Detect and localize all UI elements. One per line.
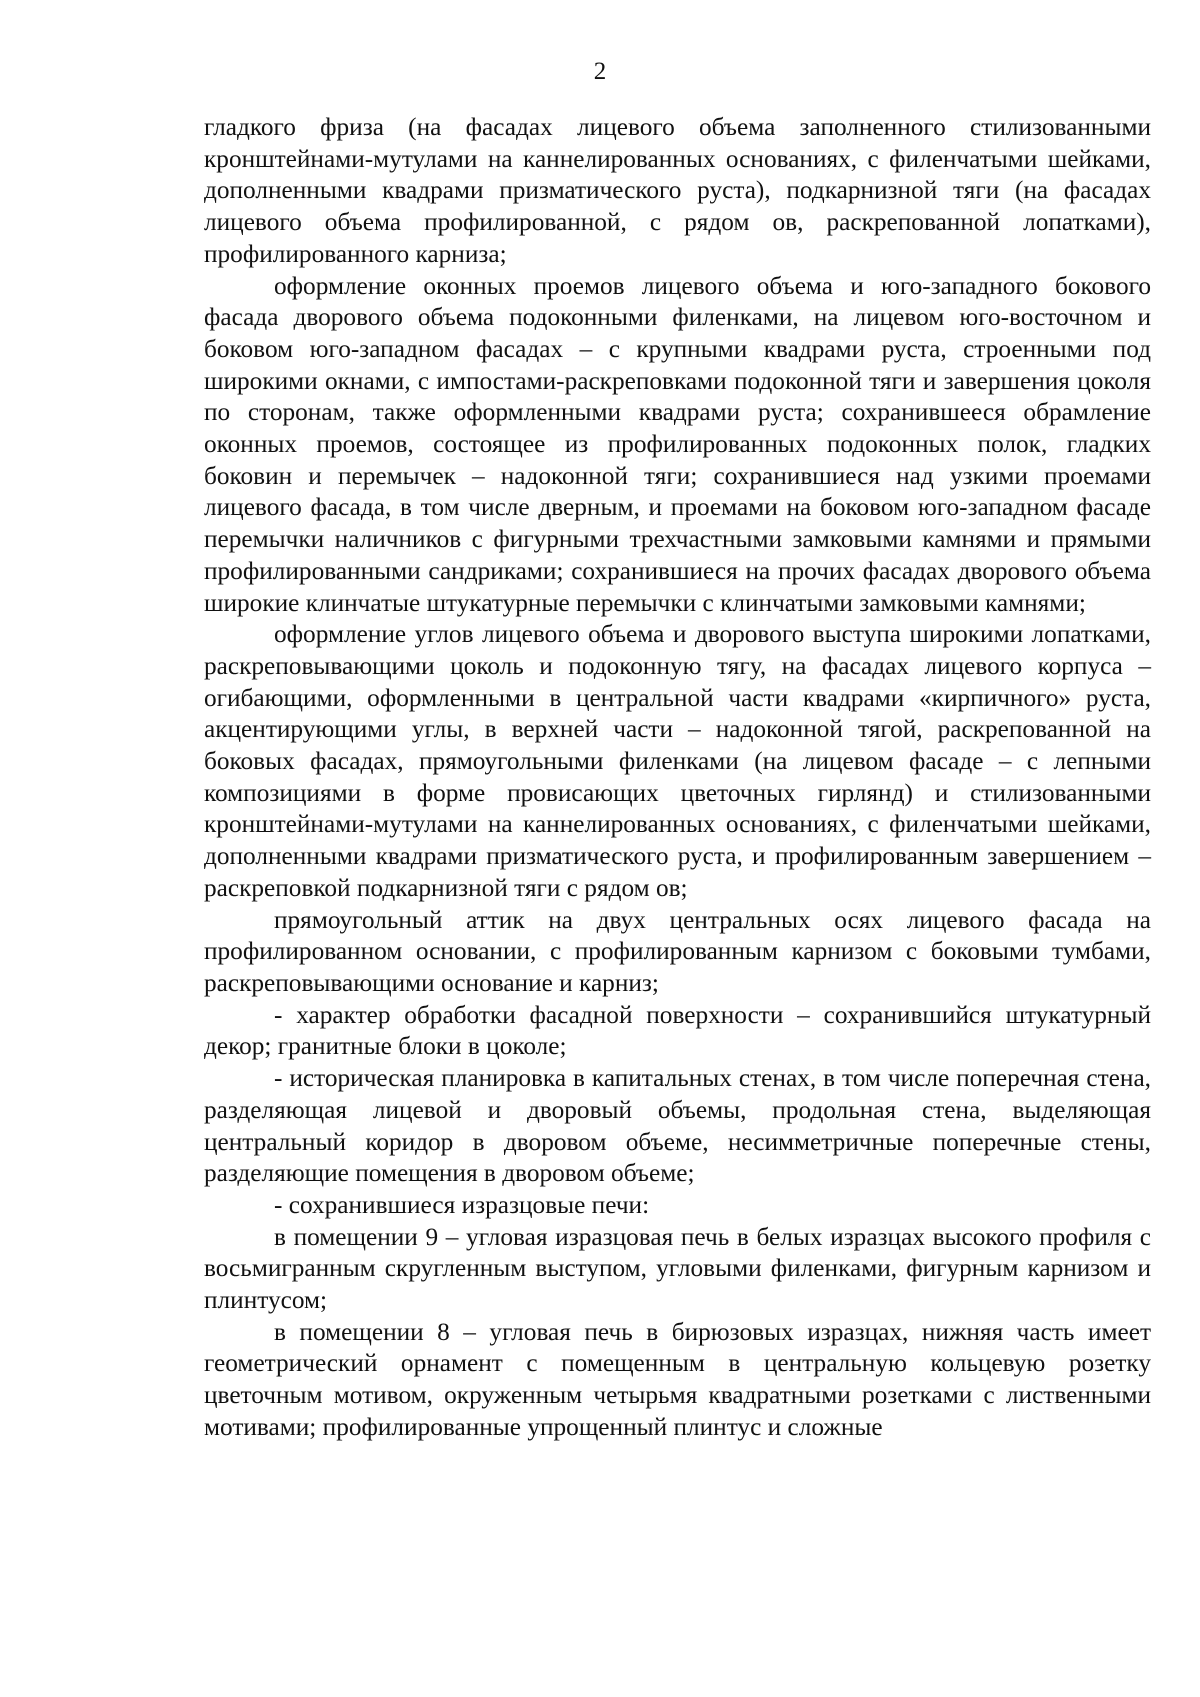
paragraph-tiled-stoves-heading: - сохранившиеся изразцовые печи: — [274, 1190, 650, 1219]
page-number: 2 — [593, 58, 607, 85]
paragraph-corner-decoration: оформление углов лицевого объема и дворового выступа широкими лопатками, раскреповывающими цоколь и подоконную тягу, на фасадах лицевого корпуса – огибающими, оформленными в центральной части квадрами «кирпичного» руста, акцентирующими углы, в верхней части – надоконной тягой, раскрепованной на боковых фасадах, прямоугольными филенками (на лицевом фасаде – с лепными композициями в форме провисающих цветочных гирлянд) и стилизованными кронштейнами-мутулами на каннелированных основаниях, с филенчатыми шейками, дополненными квадрами призматического руста, и профилированным завершением – раскреповкой подкарнизной тяги с рядом ов; — [204, 620, 1151, 902]
paragraph-window-decoration: оформление оконных проемов лицевого объема и юго-западного бокового фасада дворового объема подоконными филенками, на лицевом юго-восточном и боковом юго-западном фасадах – с крупными квадрами руста, строенными под широкими окнами, с импостами-раскреповками подоконной тяги и завершения цоколя по сторонам, также оформленными квадрами руста; сохранившееся обрамление оконных проемов, состоящее из профилированных подоконных полок, гладких боковин и перемычек – надоконной тяги; сохранившиеся над узкими проемами лицевого фасада, в том числе дверным, и проемами на боковом юго-западном фасаде перемычки наличников с фигурными трехчастными замковыми камнями и прямыми профилированными сандриками; сохранившиеся на прочих фасадах дворового объема широкие клинчатые штукатурные перемычки с клинчатыми замковыми камнями; — [204, 271, 1151, 617]
document-body — [204, 112, 1151, 1444]
paragraph-historical-layout: - историческая планировка в капитальных стенах, в том числе поперечная стена, разделяющая лицевой и дворовый объемы, продольная стена, выделяющая центральный коридор в дворовом объеме, несимметричные поперечные стены, разделяющие помещения в дворовом объеме; — [204, 1064, 1151, 1188]
paragraph-frieze-continuation: гладкого фриза (на фасадах лицевого объема заполненного стилизованными кронштейнами-мутулами на каннелированных основаниях, с филенчатыми шейками, дополненными квадрами призматического руста), подкарнизной тяги (на фасадах лицевого объема профилированной, с рядом ов, раскрепованной лопатками), профилированного карниза; — [204, 113, 1151, 268]
paragraph-room-8-stove: в помещении 8 – угловая печь в бирюзовых изразцах, нижняя часть имеет геометрический орнамент с помещенным в центральную кольцевую розетку цветочным мотивом, окруженным четырьмя квадратными розетками с лиственными мотивами; профилированные упрощенный плинтус и сложные — [204, 1317, 1151, 1441]
paragraph-room-9-stove: в помещении 9 – угловая изразцовая печь в белых изразцах высокого профиля с восьмигранным скругленным выступом, угловыми филенками, фигурным карнизом и плинтусом; — [204, 1222, 1151, 1315]
paragraph-attic: прямоугольный аттик на двух центральных осях лицевого фасада на профилированном основании, с профилированным карнизом с боковыми тумбами, раскреповывающими основание и карниз; — [204, 905, 1151, 997]
paragraph-facade-surface: - характер обработки фасадной поверхности – сохранившийся штукатурный декор; гранитные блоки в цоколе; — [204, 1000, 1151, 1061]
